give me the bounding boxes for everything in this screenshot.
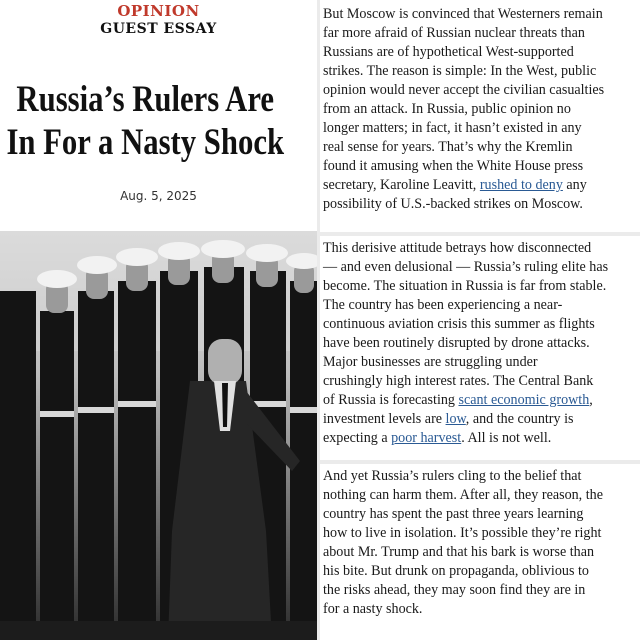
article-header-panel [0, 0, 317, 640]
text-line [323, 62, 633, 81]
text-run: found it amusing when the White House press [323, 158, 584, 174]
text-line [323, 195, 633, 214]
publish-date: Aug. 5, 2025 [120, 189, 197, 203]
text-line [323, 24, 633, 43]
text-run: his bite. But drunk on propaganda, oblivious to [323, 563, 589, 579]
text-run: of Russia is forecasting [323, 392, 459, 408]
text-line [323, 372, 633, 391]
text-line [323, 157, 633, 176]
guest-essay-label: GUEST ESSAY [100, 21, 217, 37]
text-line [323, 43, 633, 62]
inline-link[interactable]: low [445, 411, 466, 427]
text-run: possibility of U.S.-backed strikes on Moscow. [323, 196, 583, 212]
text-run: secretary, Karoline Leavitt, [323, 177, 480, 193]
text-line [323, 176, 633, 195]
text-line [323, 600, 633, 619]
text-line [323, 5, 633, 24]
text-line [323, 562, 633, 581]
text-run: — and even delusional — Russia’s ruling elite has [323, 259, 609, 275]
text-run: expecting a [323, 430, 392, 446]
text-run: country has spent the past three years learning [323, 506, 584, 522]
text-run: far more afraid of Russian nuclear threats than [323, 25, 585, 41]
text-run: crushingly high interest rates. The Central Bank [323, 373, 594, 389]
text-line [323, 239, 633, 258]
text-run: from an attack. In Russia, public opinion no [323, 101, 571, 117]
headline [0, 78, 291, 164]
headline-line-1: Russia’s Rulers Are [16, 79, 275, 120]
text-line [323, 353, 633, 372]
text-line [323, 505, 633, 524]
text-run: become. The situation in Russia is far from stable. [323, 278, 607, 294]
text-run: , and the country is [465, 411, 574, 427]
paragraph-separator [320, 232, 640, 236]
article-body [320, 0, 640, 640]
text-line [323, 334, 633, 353]
text-line [323, 296, 633, 315]
text-run: The country has been experiencing a near- [323, 297, 563, 313]
text-run: real sense for years. That’s why the Kremlin [323, 139, 573, 155]
text-run: . All is not well. [461, 430, 552, 446]
text-run: about Mr. Trump and that his bark is worse than [323, 544, 595, 560]
text-run: continuous aviation crisis this summer as flights [323, 316, 595, 332]
paragraph-separator [320, 460, 640, 464]
text-run: investment levels are [323, 411, 446, 427]
body-paragraph-3 [323, 467, 633, 619]
text-run: nothing can harm them. After all, they reason, the [323, 487, 603, 503]
body-paragraph-2 [323, 239, 633, 448]
text-run: the risks ahead, they may soon find they are in [323, 582, 586, 598]
text-line [323, 81, 633, 100]
text-run: have been routinely disrupted by drone attacks. [323, 335, 590, 351]
text-line [323, 581, 633, 600]
inline-link[interactable]: scant economic growth [458, 392, 590, 408]
text-line [323, 429, 633, 448]
text-line [323, 277, 633, 296]
text-line [323, 119, 633, 138]
text-run: how to live in isolation. It’s possible they’re right [323, 525, 602, 541]
text-run: any [562, 177, 587, 193]
text-run: Russians are of hypothetical West-supported [323, 44, 574, 60]
body-paragraph-1 [323, 5, 633, 214]
text-run: This derisive attitude betrays how disconnected [323, 240, 592, 256]
opinion-kicker[interactable]: OPINION [117, 2, 200, 20]
text-line [323, 100, 633, 119]
text-line [323, 467, 633, 486]
text-line [323, 315, 633, 334]
inline-link[interactable]: rushed to deny [479, 177, 563, 193]
text-run: longer matters; in fact, it hasn’t existed in any [323, 120, 582, 136]
headline-line-2: In For a Nasty Shock [6, 122, 285, 163]
text-line [323, 410, 633, 429]
text-run: for a nasty shock. [323, 601, 423, 617]
text-line [323, 258, 633, 277]
text-run: opinion would never accept the civilian casualties [323, 82, 605, 98]
text-line [323, 138, 633, 157]
inline-link[interactable]: poor harvest [391, 430, 462, 446]
text-run: And yet Russia’s rulers cling to the belief that [323, 468, 582, 484]
text-line [323, 543, 633, 562]
text-run: But Moscow is convinced that Westerners remain [323, 6, 603, 22]
article-photo [0, 231, 317, 640]
text-run: , [589, 392, 593, 408]
text-line [323, 391, 633, 410]
text-run: Major businesses are struggling under [323, 354, 538, 370]
text-line [323, 524, 633, 543]
text-run: strikes. The reason is simple: In the West, public [323, 63, 597, 79]
text-line [323, 486, 633, 505]
